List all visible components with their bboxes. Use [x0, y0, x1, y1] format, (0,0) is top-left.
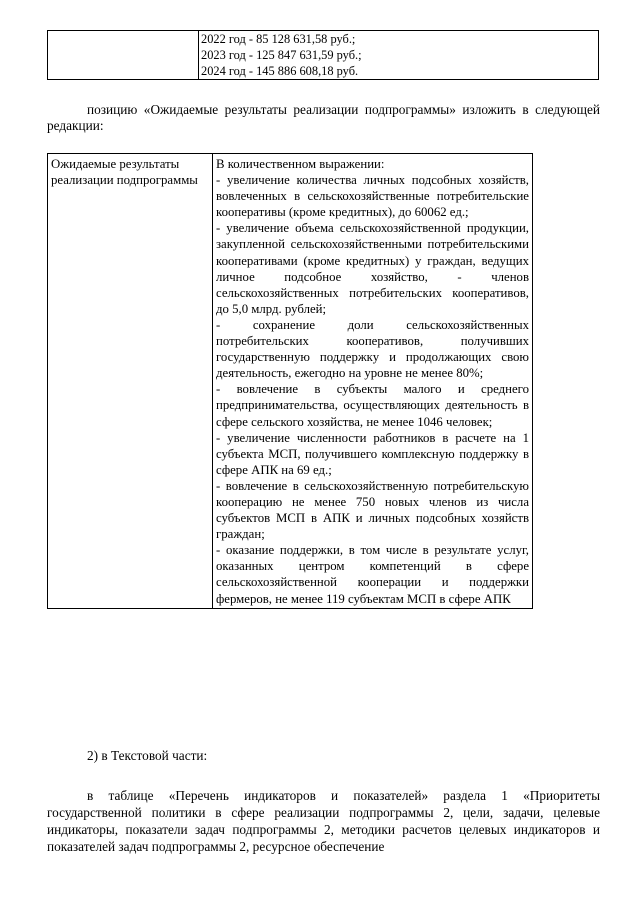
results-item: - оказание поддержки, в том числе в результате услуг, оказанных центром компетенций в сфере сельскохозяйственной кооперации и поддержки фермеров, не менее 119 субъектам МСП в сфере АПК — [216, 543, 529, 606]
intro-paragraph: позицию «Ожидаемые результаты реализации подпрограммы» изложить в следующей редакции: — [47, 102, 600, 133]
results-item: - вовлечение в субъекты малого и среднего предпринимательства, осуществляющих деятельность в сфере сельского хозяйства, не менее 1046 человек; — [216, 382, 529, 429]
results-item: - увеличение объема сельскохозяйственной продукции, закупленной сельскохозяйственными потребительскими кооперативами (кроме кредитных) у граждан, ведущих личное подсобное хозяйство, - членов сельскохозяйственных потребительских кооперативов, до 5,0 млрд. рублей; — [216, 221, 529, 316]
funding-year-2023: 2023 год - 125 847 631,59 руб.; — [201, 48, 362, 62]
funding-table-label-cell — [48, 31, 199, 80]
table-row — [48, 31, 599, 80]
results-item: - вовлечение в сельскохозяйственную потребительскую кооперацию не менее 750 новых членов из числа субъектов МСП в АПК и личных подсобных хозяйств граждан; — [216, 478, 529, 542]
expected-results-label: Ожидаемые результаты реализации подпрограммы — [48, 154, 213, 609]
expected-results-content — [213, 154, 533, 609]
funding-table — [47, 30, 599, 80]
results-item: - увеличение численности работников в расчете на 1 субъекта МСП, получившего комплексную поддержку в сфере АПК на 69 ед.; — [216, 430, 529, 477]
funding-year-2024: 2024 год - 145 886 608,18 руб. — [201, 64, 359, 78]
expected-results-table — [47, 153, 533, 609]
section-heading: 2) в Текстовой части: — [87, 748, 208, 763]
table-row — [48, 154, 533, 609]
results-item: - сохранение доли сельскохозяйственных потребительских кооперативов, получивших государственную поддержку и продолжающих свою деятельность, ежегодно на уровне не менее 80%; — [216, 317, 529, 381]
bottom-paragraph: в таблице «Перечень индикаторов и показателей» раздела 1 «Приоритеты государственной политики в сфере реализации подпрограммы 2, цели, задачи, целевые индикаторы, показатели задач подпрограммы 2, методики расчетов целевых индикаторов и показателей задач подпрограммы 2, ресурсное обеспечение — [47, 788, 600, 854]
results-item: - увеличение количества личных подсобных хозяйств, вовлеченных в сельскохозяйственные потребительские кооперативы (кроме кредитных), до 60062 ед.; — [216, 173, 529, 220]
funding-year-2022: 2022 год - 85 128 631,58 руб.; — [201, 32, 356, 46]
funding-table-values-cell — [199, 31, 599, 80]
results-heading: В количественном выражении: — [216, 157, 385, 171]
